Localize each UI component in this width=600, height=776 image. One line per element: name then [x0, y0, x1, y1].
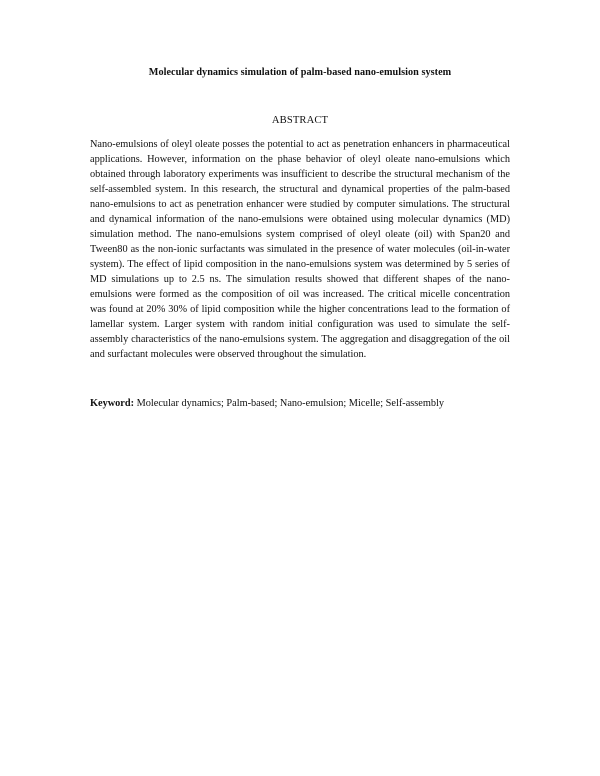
- paper-title: Molecular dynamics simulation of palm-based nano-emulsion system: [148, 67, 452, 78]
- keywords-text: Molecular dynamics; Palm-based; Nano-emulsion; Micelle; Self-assembly: [134, 398, 445, 409]
- keywords-label: Keyword:: [90, 398, 135, 409]
- abstract-body: Nano-emulsions of oleyl oleate posses the potential to act as penetration enhancers in pharmaceutical applications. However, information on the phase behavior of oleyl oleate nano-emulsions which obtained through laboratory experiments was insufficient to describe the structural mechanism of the self-assembled system. In this research, the structural and dynamical properties of the palm-based nano-emulsions to act as penetration enhancer were studied by computer simulations. The structural and dynamical information of the nano-emulsions were obtained using molecular dynamics (MD) simulation method. The nano-emulsions system comprised of oleyl oleate (oil) with Span20 and Tween80 as the non-ionic surfactants was simulated in the presence of water molecules (oil-in-water system). The effect of lipid composition in the nano-emulsions system was determined by 5 series of MD simulations up to 2.5 ns. The simulation results showed that different shapes of the nano-emulsions were formed as the composition of oil was increased. The critical micelle concentration was found at 20% 30% of lipid composition while the higher concentrations lead to the formation of lamellar system. Larger system with random initial configuration was used to simulate the self-assembly characteristics of the nano-emulsions system. The aggregation and disaggregation of the oil and surfactant molecules were observed throughout the simulation.: [90, 139, 510, 360]
- abstract-heading: ABSTRACT: [271, 115, 329, 126]
- keywords-line: [90, 396, 510, 411]
